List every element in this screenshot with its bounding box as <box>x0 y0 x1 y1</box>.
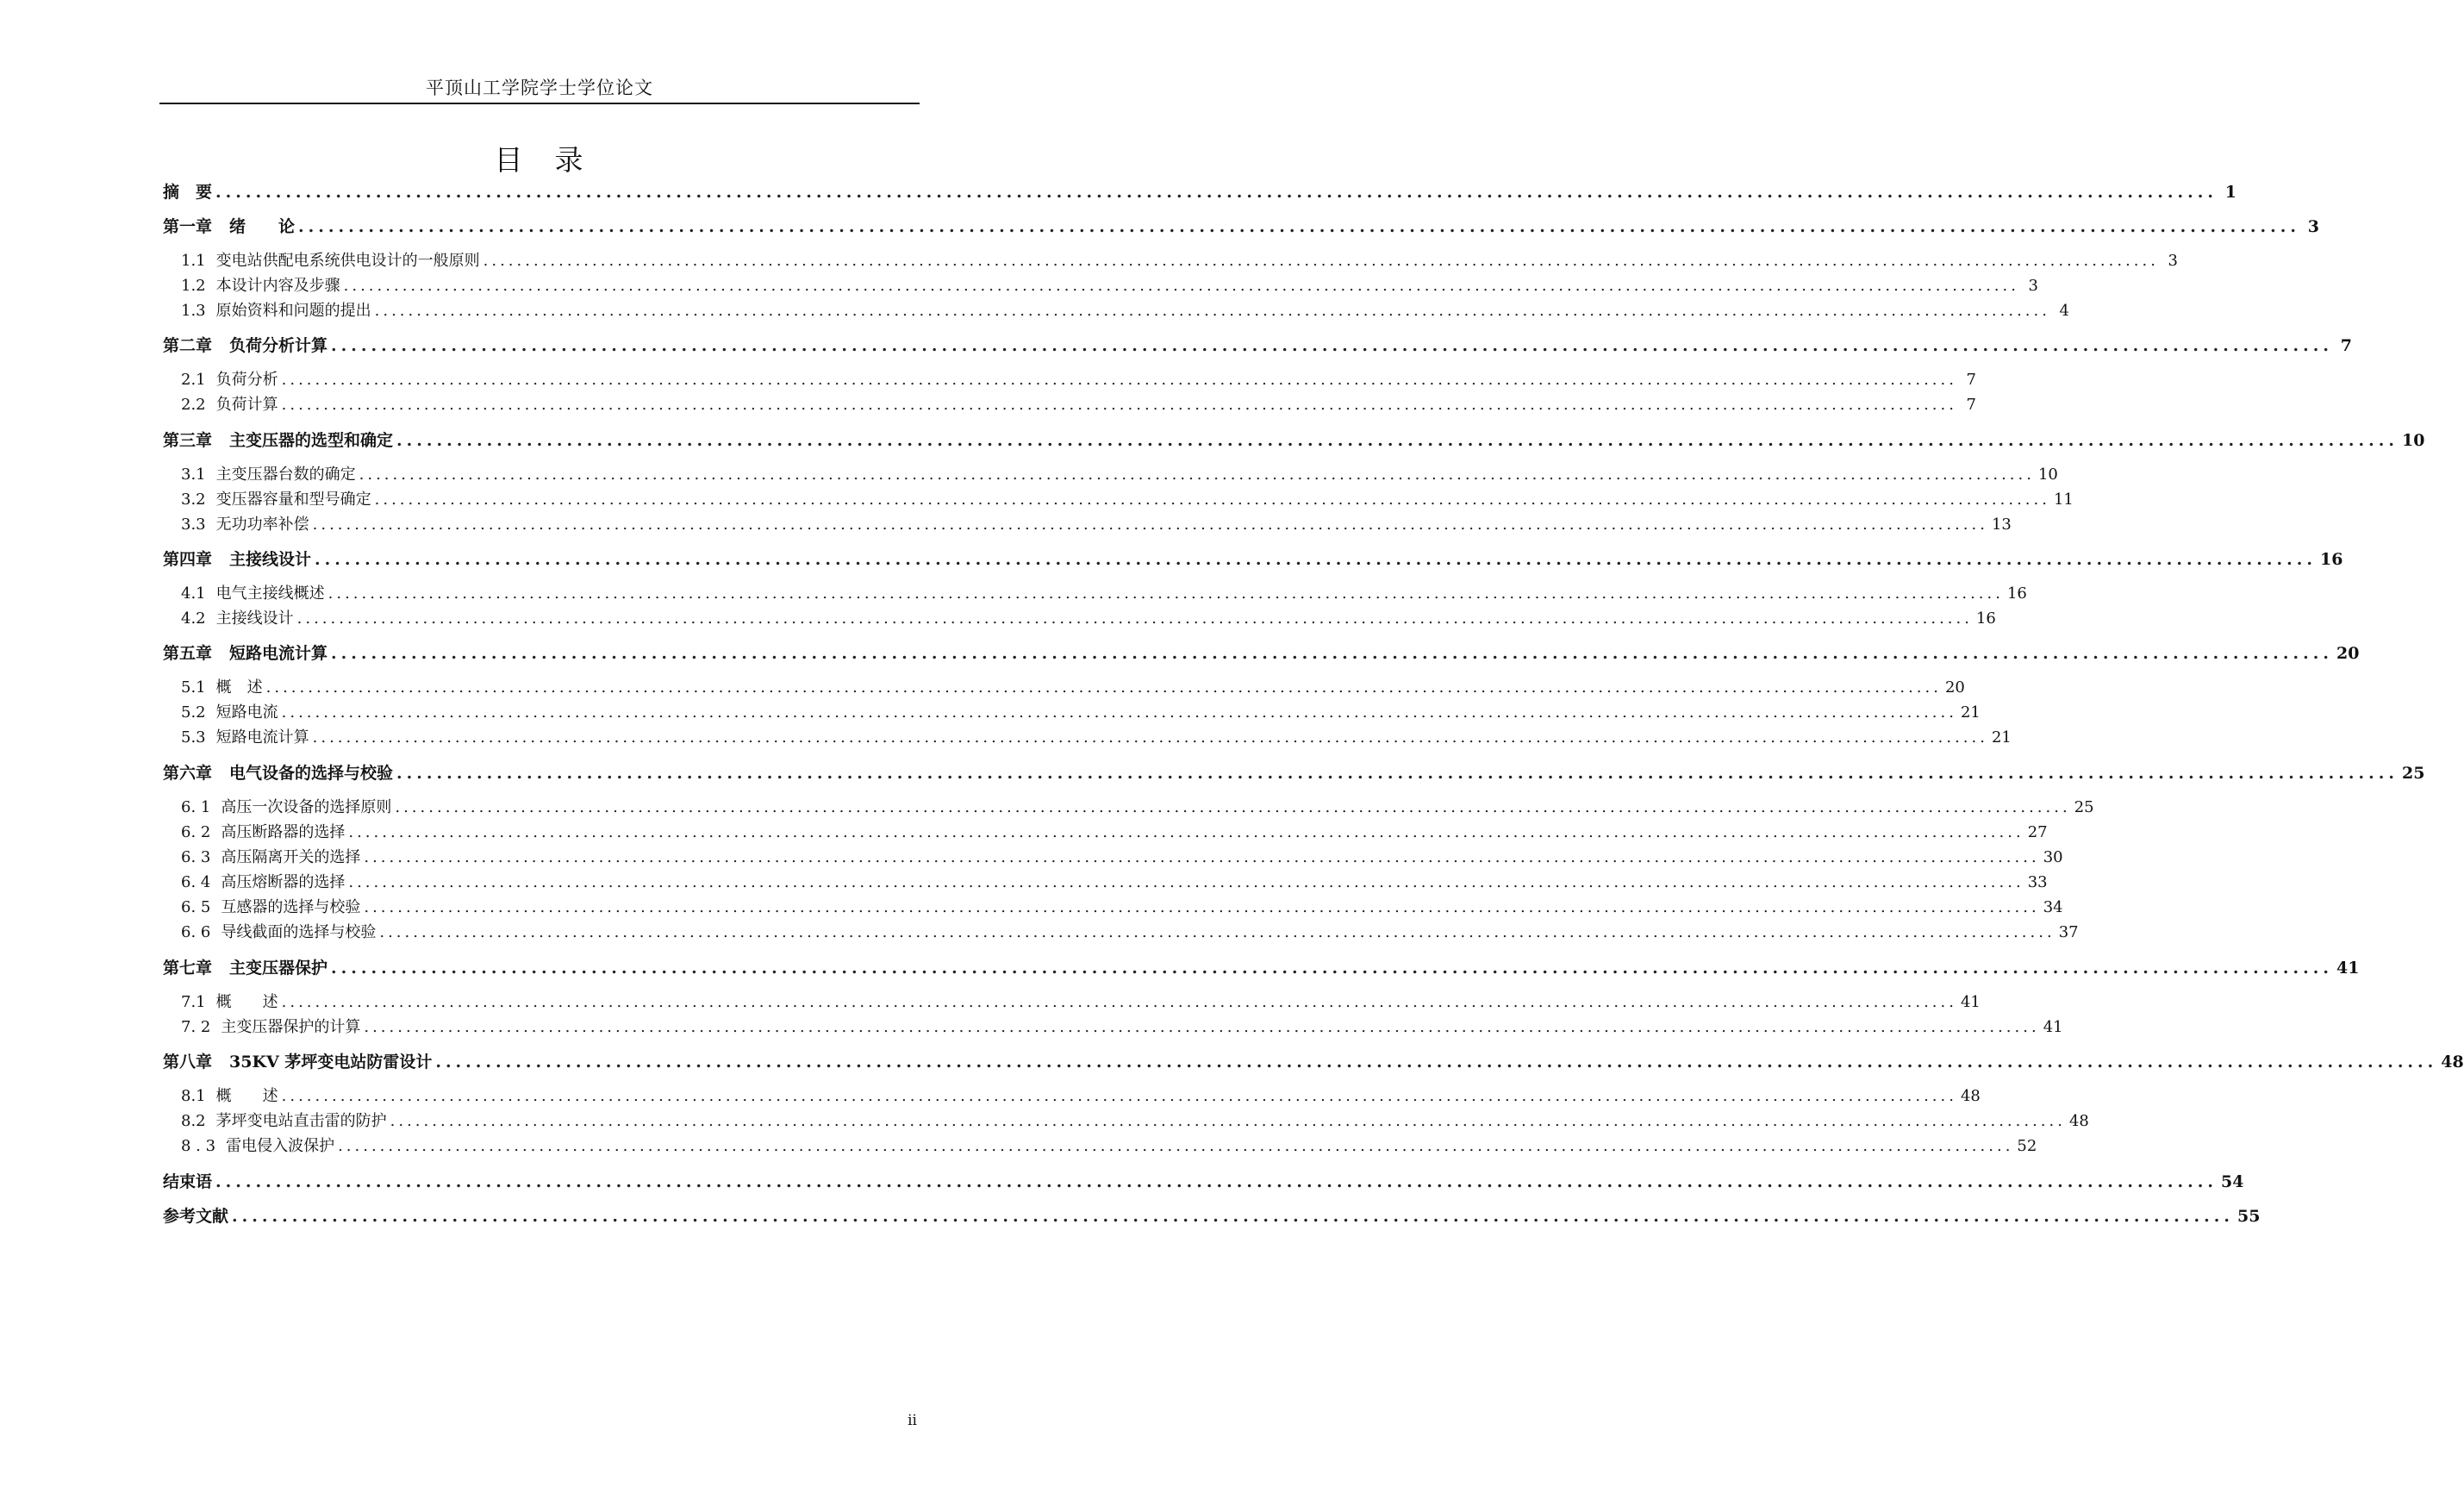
toc-section-entry <box>181 820 2048 842</box>
toc-entry-label: 参考文献 <box>163 1207 229 1226</box>
dot-leader: ........................................................................................................................................................................................................ <box>215 183 2218 202</box>
toc-entry-number: 第三章 <box>163 431 213 450</box>
toc-section-entry <box>181 298 2069 321</box>
toc-entry-page: 7 <box>2340 336 2352 355</box>
toc-entry-label: 负荷分析计算 <box>229 336 328 355</box>
toc-entry-number: 3.3 <box>181 515 206 534</box>
toc-entry-number: 3.2 <box>181 490 206 509</box>
toc-section-entry <box>181 1084 1981 1106</box>
toc-section-entry <box>181 1109 2089 1131</box>
toc-entry-page: 20 <box>1944 678 1965 697</box>
dot-leader: ........................................................................................................................................................................................................ <box>331 336 2333 355</box>
toc-entry-number: 7. 2 <box>181 1018 211 1036</box>
toc-entry-label: 雷电侵入波保护 <box>226 1137 335 1155</box>
toc-section-entry <box>181 512 2012 534</box>
toc-entry-page: 21 <box>1960 703 1981 722</box>
toc-entry-label: 变电站供配电系统供电设计的一般原则 <box>215 252 480 270</box>
toc-entry-label: 主接线设计 <box>229 550 312 569</box>
toc-entry-number: 第二章 <box>163 336 213 355</box>
toc-entry-page: 41 <box>2043 1018 2063 1036</box>
dot-leader: ........................................................................................................................................................................................................ <box>331 959 2333 978</box>
toc-entry-number: 7.1 <box>181 993 206 1011</box>
dot-leader: ........................................................................................................................................................................................................ <box>348 873 2024 891</box>
dot-leader: ........................................................................................................................................................................................................ <box>312 515 1988 534</box>
dot-leader: ........................................................................................................................................................................................................ <box>296 609 1973 628</box>
toc-title: 目 录 <box>494 143 585 177</box>
toc-chapter-entry <box>163 1169 2244 1192</box>
toc-entry-label: 摘 要 <box>163 183 213 202</box>
toc-entry-number: 1.1 <box>181 252 206 270</box>
toc-entry-label: 电气设备的选择与校验 <box>229 764 394 783</box>
toc-section-entry <box>181 581 2027 603</box>
toc-entry-page: 11 <box>2053 490 2074 509</box>
toc-section-entry <box>181 795 2094 817</box>
toc-chapter-entry <box>163 214 2319 237</box>
toc-entry-number: 第一章 <box>163 217 213 236</box>
dot-leader: ........................................................................................................................................................................................................ <box>298 217 2300 236</box>
toc-entry-label: 高压断路器的选择 <box>221 823 346 841</box>
toc-entry-number: 3.1 <box>181 465 206 484</box>
toc-section-entry <box>181 606 1996 628</box>
toc-section-entry <box>181 462 2058 484</box>
toc-entry-label: 电气主接线概述 <box>215 584 325 603</box>
toc-entry-number: 第五章 <box>163 644 213 663</box>
toc-entry-page: 4 <box>2059 302 2069 320</box>
toc-entry-page: 55 <box>2236 1207 2261 1226</box>
toc-chapter-entry <box>163 428 2425 451</box>
dot-leader: ........................................................................................................................................................................................................ <box>312 728 1988 747</box>
dot-leader: ........................................................................................................................................................................................................ <box>281 396 1957 414</box>
dot-leader: ........................................................................................................................................................................................................ <box>265 678 1942 697</box>
toc-entry-number: 5.2 <box>181 703 206 722</box>
toc-entry-page: 48 <box>1960 1087 1981 1105</box>
toc-entry-number: 第八章 <box>163 1053 213 1072</box>
dot-leader: ........................................................................................................................................................................................................ <box>331 644 2333 663</box>
toc-chapter-entry <box>163 333 2352 356</box>
dot-leader: ........................................................................................................................................................................................................ <box>374 302 2050 320</box>
toc-entry-number: 5.1 <box>181 678 206 697</box>
toc-entry-label: 主变压器保护的计算 <box>221 1018 361 1036</box>
toc-entry-label: 高压熔断器的选择 <box>221 873 346 891</box>
toc-entry-number: 8 . 3 <box>181 1137 216 1155</box>
toc-entry-page: 7 <box>1966 371 1976 389</box>
toc-entry-number: 6. 5 <box>181 898 211 916</box>
dot-leader: ........................................................................................................................................................................................................ <box>395 798 2071 816</box>
dot-leader: ........................................................................................................................................................................................................ <box>390 1112 2066 1130</box>
toc-entry-page: 48 <box>2068 1112 2089 1130</box>
toc-chapter-entry <box>163 955 2360 978</box>
toc-entry-number: 2.2 <box>181 396 206 414</box>
toc-entry-label: 结束语 <box>163 1172 213 1191</box>
dot-leader: ........................................................................................................................................................................................................ <box>215 1172 2218 1191</box>
toc-entry-label: 茅坪变电站直击雷的防护 <box>215 1112 387 1130</box>
toc-entry-number: 8.2 <box>181 1112 206 1130</box>
dot-leader: ........................................................................................................................................................................................................ <box>396 431 2399 450</box>
toc-entry-page: 16 <box>2006 584 2027 603</box>
dot-leader: ........................................................................................................................................................................................................ <box>281 1087 1957 1105</box>
dot-leader: ........................................................................................................................................................................................................ <box>348 823 2024 841</box>
toc-entry-page: 34 <box>2043 898 2063 916</box>
toc-chapter-entry <box>163 640 2360 664</box>
toc-entry-page: 27 <box>2027 823 2048 841</box>
toc-entry-label: 负荷分析 <box>215 371 278 389</box>
dot-leader: ........................................................................................................................................................................................................ <box>364 1018 2040 1036</box>
dot-leader: ........................................................................................................................................................................................................ <box>374 490 2050 509</box>
toc-entry-number: 第七章 <box>163 959 213 978</box>
toc-section-entry <box>181 725 2012 747</box>
toc-entry-page: 10 <box>2037 465 2058 484</box>
toc-section-entry <box>181 700 1981 722</box>
dot-leader: ........................................................................................................................................................................................................ <box>435 1053 2438 1072</box>
toc-chapter-entry <box>163 547 2343 570</box>
toc-section-entry <box>181 990 1981 1012</box>
toc-entry-label: 短路电流计算 <box>229 644 328 663</box>
toc-chapter-entry <box>163 1203 2261 1227</box>
toc-entry-page: 54 <box>2220 1172 2244 1191</box>
dot-leader: ........................................................................................................................................................................................................ <box>359 465 2035 484</box>
toc-entry-number: 6. 3 <box>181 848 211 866</box>
toc-entry-label: 互感器的选择与校验 <box>221 898 361 916</box>
toc-entry-page: 3 <box>2307 217 2319 236</box>
toc-entry-number: 6. 1 <box>181 798 211 816</box>
toc-entry-number: 2.1 <box>181 371 206 389</box>
toc-entry-page: 3 <box>2168 252 2178 270</box>
toc-entry-label: 变压器容量和型号确定 <box>215 490 371 509</box>
dot-leader: ........................................................................................................................................................................................................ <box>338 1137 2014 1155</box>
dot-leader: ........................................................................................................................................................................................................ <box>281 371 1957 389</box>
toc-entry-page: 41 <box>1960 993 1981 1011</box>
toc-section-entry <box>181 845 2063 867</box>
toc-entry-label: 导线截面的选择与校验 <box>221 923 377 941</box>
toc-entry-label: 35KV 茅坪变电站防雷设计 <box>229 1053 433 1072</box>
toc-entry-label: 高压隔离开关的选择 <box>221 848 361 866</box>
dot-leader: ........................................................................................................................................................................................................ <box>364 898 2040 916</box>
toc-section-entry <box>181 248 2178 271</box>
toc-chapter-entry <box>163 179 2236 203</box>
toc-entry-page: 25 <box>2074 798 2094 816</box>
toc-entry-label: 原始资料和问题的提出 <box>215 302 371 320</box>
toc-section-entry <box>181 675 1965 697</box>
dot-leader: ........................................................................................................................................................................................................ <box>232 1207 2234 1226</box>
toc-section-entry <box>181 273 2038 296</box>
toc-entry-label: 概 述 <box>215 678 263 697</box>
toc-entry-page: 13 <box>1991 515 2012 534</box>
toc-entry-number: 1.3 <box>181 302 206 320</box>
page-header-title: 平顶山工学院学士学位论文 <box>426 78 653 98</box>
dot-leader: ........................................................................................................................................................................................................ <box>281 993 1957 1011</box>
toc-entry-page: 16 <box>1975 609 1996 628</box>
toc-entry-page: 33 <box>2027 873 2048 891</box>
dot-leader: ........................................................................................................................................................................................................ <box>379 923 2055 941</box>
toc-entry-label: 概 述 <box>215 993 278 1011</box>
toc-entry-page: 52 <box>2017 1137 2037 1155</box>
toc-entry-number: 4.1 <box>181 584 206 603</box>
dot-leader: ........................................................................................................................................................................................................ <box>364 848 2040 866</box>
toc-section-entry <box>181 870 2048 892</box>
toc-entry-page: 20 <box>2336 644 2360 663</box>
toc-entry-number: 8.1 <box>181 1087 206 1105</box>
toc-entry-label: 本设计内容及步骤 <box>215 277 340 295</box>
toc-entry-page: 48 <box>2441 1053 2464 1072</box>
toc-entry-page: 3 <box>2028 277 2038 295</box>
toc-entry-label: 高压一次设备的选择原则 <box>221 798 392 816</box>
dot-leader: ........................................................................................................................................................................................................ <box>315 550 2317 569</box>
toc-entry-number: 6. 4 <box>181 873 211 891</box>
toc-entry-label: 主变压器保护 <box>229 959 328 978</box>
toc-entry-page: 37 <box>2058 923 2079 941</box>
toc-section-entry <box>181 895 2063 917</box>
toc-entry-label: 短路电流计算 <box>215 728 309 747</box>
toc-entry-label: 负荷计算 <box>215 396 278 414</box>
toc-entry-number: 1.2 <box>181 277 206 295</box>
toc-entry-number: 第四章 <box>163 550 213 569</box>
toc-entry-number: 5.3 <box>181 728 206 747</box>
toc-entry-number: 6. 2 <box>181 823 211 841</box>
toc-section-entry <box>181 392 1976 415</box>
toc-entry-number: 4.2 <box>181 609 206 628</box>
dot-leader: ........................................................................................................................................................................................................ <box>483 252 2159 270</box>
toc-entry-label: 主变压器台数的确定 <box>215 465 356 484</box>
toc-entry-label: 概 述 <box>215 1087 278 1105</box>
toc-entry-label: 主变压器的选型和确定 <box>229 431 394 450</box>
toc-section-entry <box>181 1015 2063 1037</box>
dot-leader: ........................................................................................................................................................................................................ <box>343 277 2019 295</box>
toc-entry-page: 16 <box>2319 550 2343 569</box>
toc-entry-page: 1 <box>2224 183 2236 202</box>
toc-section-entry <box>181 487 2074 509</box>
toc-section-entry <box>181 367 1976 390</box>
toc-entry-page: 7 <box>1966 396 1976 414</box>
dot-leader: ........................................................................................................................................................................................................ <box>396 764 2399 783</box>
toc-entry-page: 30 <box>2043 848 2063 866</box>
toc-entry-label: 无功功率补偿 <box>215 515 309 534</box>
toc-entry-label: 短路电流 <box>215 703 278 722</box>
toc-section-entry <box>181 1134 2037 1156</box>
toc-entry-label: 主接线设计 <box>215 609 294 628</box>
toc-chapter-entry <box>163 1049 2464 1072</box>
dot-leader: ........................................................................................................................................................................................................ <box>327 584 2004 603</box>
toc-entry-number: 第六章 <box>163 764 213 783</box>
page-number: ii <box>908 1412 917 1429</box>
toc-entry-label: 绪 论 <box>229 217 296 236</box>
toc-entry-number: 6. 6 <box>181 923 211 941</box>
dot-leader: ........................................................................................................................................................................................................ <box>281 703 1957 722</box>
toc-entry-page: 21 <box>1991 728 2012 747</box>
toc-chapter-entry <box>163 760 2425 784</box>
toc-entry-page: 25 <box>2401 764 2425 783</box>
toc-section-entry <box>181 920 2079 942</box>
toc-entry-page: 10 <box>2401 431 2425 450</box>
toc-entry-page: 41 <box>2336 959 2360 978</box>
